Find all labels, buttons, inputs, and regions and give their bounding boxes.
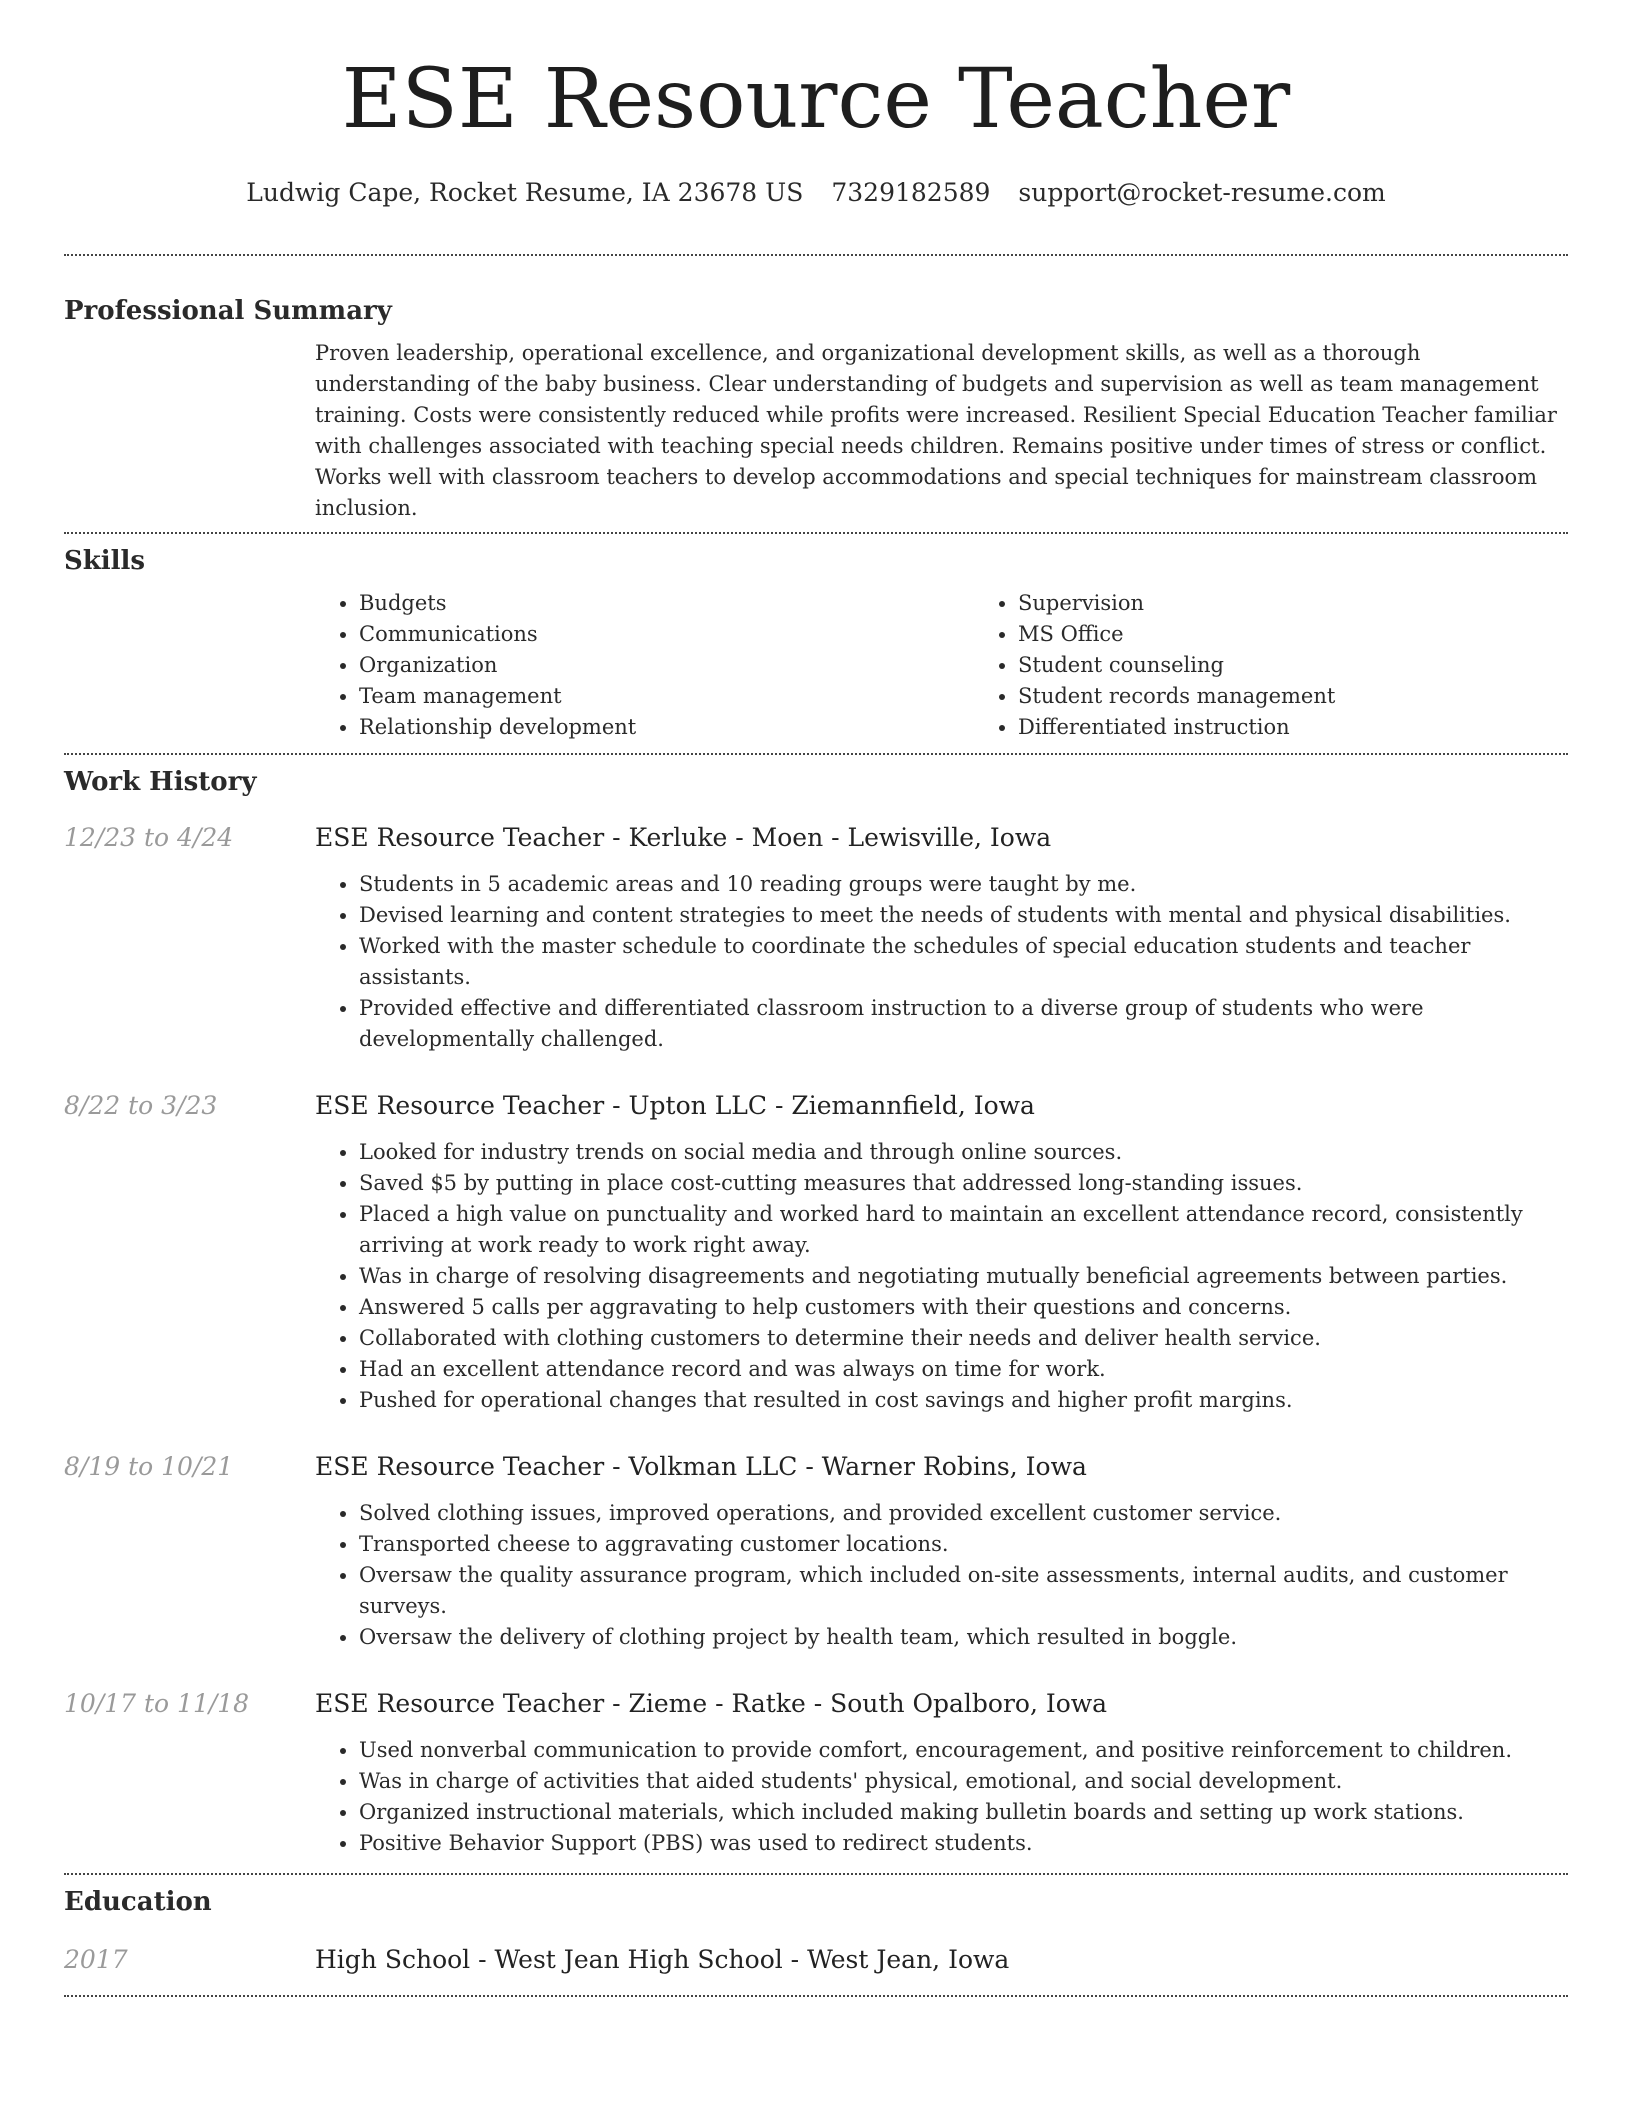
education-section: [64, 1875, 1568, 1977]
job-bullet: • Looked for industry trends on social media and through online sources.: [359, 1137, 1568, 1168]
job-bullet: • Collaborated with clothing customers to determine their needs and deliver health service.: [359, 1323, 1568, 1354]
skill-item: • Supervision: [1018, 588, 1632, 619]
skills-section: [64, 534, 1568, 743]
summary-heading: Professional Summary: [64, 296, 392, 326]
job-title: ESE Resource Teacher - Zieme - Ratke - South Opalboro, Iowa: [315, 1689, 1108, 1718]
work-section: [64, 755, 1568, 1859]
skill-item: • Student records management: [1018, 681, 1632, 712]
job-bullet: • Oversaw the quality assurance program, which included on-site assessments, internal audits, and customer surveys.: [359, 1560, 1568, 1622]
job-bullet: • Transported cheese to aggravating customer locations.: [359, 1529, 1568, 1560]
job-title: ESE Resource Teacher - Kerluke - Moen - Lewisville, Iowa: [315, 823, 1052, 852]
job-bullet: • Provided effective and differentiated classroom instruction to a diverse group of students who were developmentally challenged.: [359, 993, 1568, 1055]
education-heading: Education: [64, 1887, 212, 1917]
skills-left-spacer: [64, 588, 315, 743]
job-bullets: [315, 869, 1568, 1055]
summary-left-spacer: [64, 338, 315, 524]
education-year: 2017: [64, 1945, 128, 1974]
job-bullet: • Used nonverbal communication to provide comfort, encouragement, and positive reinforcement to children.: [359, 1735, 1568, 1766]
skill-item: • Organization: [359, 650, 974, 681]
skill-item: • Differentiated instruction: [1018, 712, 1632, 743]
job-bullet: • Answered 5 calls per aggravating to help customers with their questions and concerns.: [359, 1292, 1568, 1323]
skill-item: • Budgets: [359, 588, 974, 619]
job-bullet: • Oversaw the delivery of clothing project by health team, which resulted in boggle.: [359, 1622, 1568, 1653]
job-dates: 8/22 to 3/23: [64, 1091, 218, 1120]
skills-list-right: [974, 588, 1632, 743]
job-dates: 8/19 to 10/21: [64, 1452, 234, 1481]
skill-item: • MS Office: [1018, 619, 1632, 650]
job-bullet: • Placed a high value on punctuality and worked hard to maintain an excellent attendance record, consistently arriving at work ready to work right away.: [359, 1199, 1568, 1261]
job-bullet: • Devised learning and content strategies to meet the needs of students with mental and physical disabilities.: [359, 900, 1568, 931]
job-bullets: [315, 1137, 1568, 1416]
skill-item: • Communications: [359, 619, 974, 650]
job-entry: [64, 1089, 1568, 1416]
contact-email: support@rocket-resume.com: [1018, 178, 1386, 207]
job-bullet: • Saved $5 by putting in place cost-cutting measures that addressed long-standing issues.: [359, 1168, 1568, 1199]
job-bullet: • Solved clothing issues, improved operations, and provided excellent customer service.: [359, 1498, 1568, 1529]
summary-text: Proven leadership, operational excellence, and organizational development skills, as well as a thorough understanding of the baby business. Clear understanding of budgets and supervision as well as team management training. Costs were consistently reduced while profits were increased. Resilient Special Education Teacher familiar with challenges associated with teaching special needs children. Remains positive under times of stress or conflict. Works well with classroom teachers to develop accommodations and special techniques for mainstream classroom inclusion.: [315, 341, 1557, 520]
job-entry: [64, 821, 1568, 1055]
job-entry: [64, 1687, 1568, 1859]
skill-item: • Team management: [359, 681, 974, 712]
education-entry: [64, 1943, 1568, 1977]
job-bullet: • Was in charge of resolving disagreements and negotiating mutually beneficial agreements between parties.: [359, 1261, 1568, 1292]
job-bullets: [315, 1498, 1568, 1653]
job-bullet: • Positive Behavior Support (PBS) was used to redirect students.: [359, 1828, 1568, 1859]
education-title: High School - West Jean High School - West Jean, Iowa: [315, 1945, 1010, 1974]
job-bullet: • Was in charge of activities that aided students' physical, emotional, and social development.: [359, 1766, 1568, 1797]
job-dates: 12/23 to 4/24: [64, 823, 234, 852]
job-bullet: • Pushed for operational changes that resulted in cost savings and higher profit margins.: [359, 1385, 1568, 1416]
job-bullet: • Worked with the master schedule to coordinate the schedules of special education students and teacher assistants.: [359, 931, 1568, 993]
contact-line: [64, 176, 1568, 210]
job-title: ESE Resource Teacher - Volkman LLC - Warner Robins, Iowa: [315, 1452, 1087, 1481]
skills-list-left: [315, 588, 974, 743]
job-entry: [64, 1450, 1568, 1653]
job-bullet: • Had an excellent attendance record and was always on time for work.: [359, 1354, 1568, 1385]
contact-phone: 7329182589: [831, 178, 991, 207]
summary-section: [64, 256, 1568, 524]
job-bullets: [315, 1735, 1568, 1859]
skill-item: • Relationship development: [359, 712, 974, 743]
work-heading: Work History: [64, 767, 257, 797]
job-bullet: • Students in 5 academic areas and 10 reading groups were taught by me.: [359, 869, 1568, 900]
job-title: ESE Resource Teacher - Upton LLC - Ziemannfield, Iowa: [315, 1091, 1035, 1120]
skill-item: • Student counseling: [1018, 650, 1632, 681]
candidate-name: ESE Resource Teacher: [341, 52, 1291, 147]
section-divider: [64, 1995, 1568, 1997]
contact-address: Ludwig Cape, Rocket Resume, IA 23678 US: [246, 178, 804, 207]
job-dates: 10/17 to 11/18: [64, 1689, 250, 1718]
skills-heading: Skills: [64, 546, 146, 576]
job-bullet: • Organized instructional materials, which included making bulletin boards and setting up work stations.: [359, 1797, 1568, 1828]
